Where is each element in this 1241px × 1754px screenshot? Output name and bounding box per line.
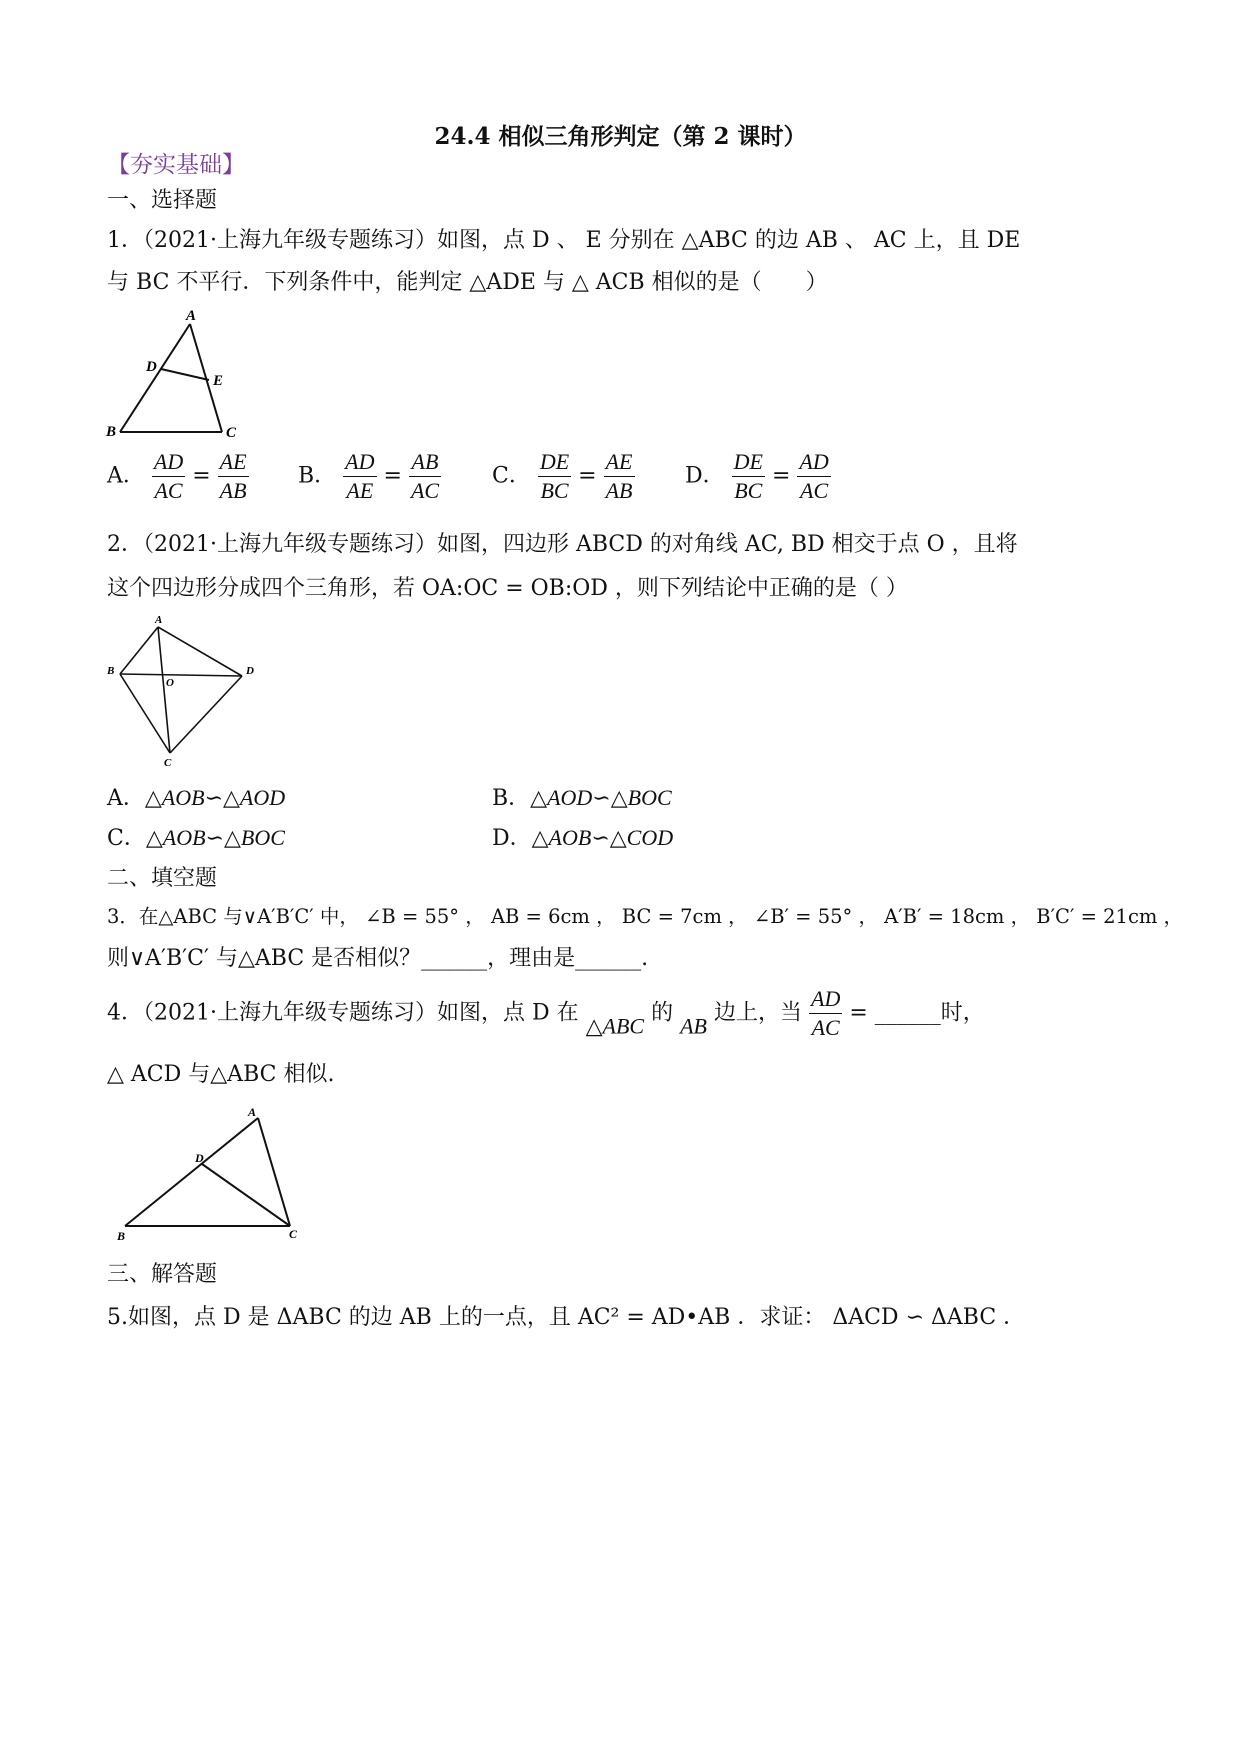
figure-label-b: B: [117, 1229, 126, 1243]
figure-label-b: B: [107, 665, 115, 677]
q1-option-c[interactable]: C． $\frac{DE}{BC}$ = $\frac{AE}{AB}$: [492, 449, 633, 503]
figure-label-d: D: [246, 665, 254, 677]
q1-option-d[interactable]: D． $\frac{DE}{BC}$ = $\frac{AD}{AC}$: [685, 449, 829, 503]
figure-label-a: A: [186, 308, 197, 324]
figure-label-e: E: [213, 373, 224, 389]
figure-label-a: A: [155, 614, 163, 626]
question-4-figure: [105, 1098, 315, 1248]
page-title: 24.4 相似三角形判定（第 2 课时）: [434, 123, 807, 150]
question-2-line-1: 2．（2021·上海九年级专题练习）如图，四边形 ABCD 的对角线 AC, BD 相交于点 O ，且将: [107, 532, 1018, 557]
figure-label-c: C: [164, 757, 172, 769]
figure-label-d: D: [195, 1151, 204, 1165]
figure-label-b: B: [106, 424, 117, 440]
q1-option-a[interactable]: A． $\frac{AD}{AC}$ = $\frac{AE}{AB}$: [107, 449, 247, 503]
section-heading-choice: 一、选择题: [107, 188, 218, 213]
figure-label-c: C: [226, 425, 237, 441]
question-3-line-1: 3．在△ABC 与∨A′B′C′ 中， ∠B = 55° ， AB = 6cm ， BC = 7cm ， ∠B′ = 55° ， A′B′ = 18cm ， B′C′ = 21cm ，: [107, 905, 1184, 928]
question-2-figure: [100, 610, 265, 775]
question-1-figure: [100, 304, 250, 444]
q2-option-c[interactable]: C．△AOB∽△BOC: [107, 825, 285, 851]
q2-option-a[interactable]: A．△AOB∽△AOD: [107, 785, 286, 811]
question-4-line-1: 4．（2021·上海九年级专题练习）如图，点 D 在 △ABC 的 AB 边上，当 $\frac{AD}{AC}$ = ______时，: [107, 986, 985, 1040]
q2-option-b[interactable]: B．△AOD∽△BOC: [492, 785, 672, 811]
q2-option-d[interactable]: D．△AOB∽△COD: [492, 825, 674, 851]
section-heading-fill: 二、填空题: [107, 866, 218, 891]
figure-label-a: A: [248, 1105, 257, 1119]
figure-label-o: O: [166, 677, 174, 689]
question-1-line-2: 与 BC 不平行．下列条件中，能判定 △ADE 与 △ ACB 相似的是（ ）: [107, 270, 828, 295]
section-tag: 【夯实基础】: [107, 152, 245, 178]
question-5: 5.如图，点 D 是 ΔABC 的边 AB 上的一点，且 AC² = AD•AB ．求证： ΔACD ∽ ΔABC ．: [107, 1305, 1026, 1330]
figure-label-c: C: [289, 1227, 298, 1241]
question-4-line-2: △ ACD 与△ABC 相似.: [107, 1062, 335, 1087]
question-2-line-2: 这个四边形分成四个三角形，若 OA:OC = OB:OD ，则下列结论中正确的是（ ）: [107, 576, 908, 601]
question-3-line-2: 则∨A′B′C′ 与△ABC 是否相似？______，理由是______.: [107, 946, 649, 971]
q1-option-b[interactable]: B． $\frac{AD}{AE}$ = $\frac{AB}{AC}$: [298, 449, 440, 503]
figure-label-d: D: [146, 359, 157, 375]
question-1-line-1: 1．（2021·上海九年级专题练习）如图，点 D 、 E 分别在 △ABC 的边 AB 、 AC 上，且 DE: [107, 228, 1021, 253]
section-heading-answer: 三、解答题: [107, 1262, 218, 1287]
